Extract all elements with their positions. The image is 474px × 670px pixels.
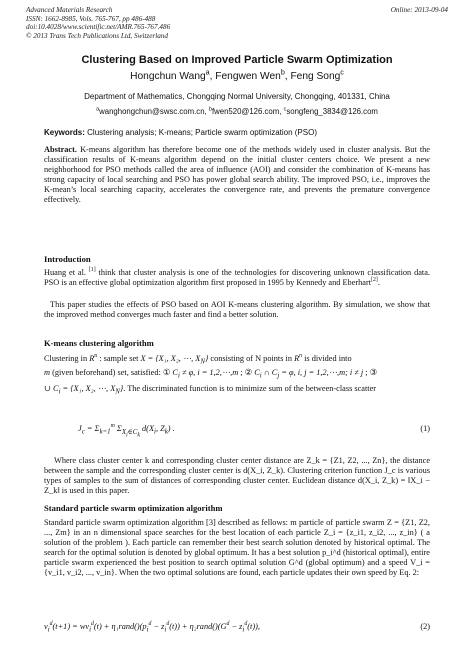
math-symbol: $R^n$ bbox=[294, 354, 303, 363]
author-name: Feng Song bbox=[290, 71, 341, 82]
author-name: Hongchun Wang bbox=[130, 71, 206, 82]
text: Clustering in bbox=[44, 354, 88, 363]
paper-title: Clustering Based on Improved Particle Swarm Optimization bbox=[81, 54, 393, 66]
text: consisting of N points in bbox=[210, 354, 292, 363]
intro-paragraph-2: This paper studies the effects of PSO based on AOI K-means clustering algorithm. By simulation, we show that the improved method converges much faster and find a better solution. bbox=[44, 300, 430, 320]
citation-ref[interactable]: [1] bbox=[88, 267, 96, 274]
keywords-text: Clustering analysis; K-means; Particle swarm optimization (PSO) bbox=[87, 128, 317, 137]
journal-issn: ISSN: 1662-8985, Vols. 765-767, pp 486-488 bbox=[26, 14, 156, 23]
email-mark: b bbox=[208, 106, 212, 113]
math-expression: ∪ $C_i = \{X_1$, X₂, ⋯, $X_N$} bbox=[44, 384, 124, 396]
author-mark: a bbox=[205, 68, 210, 77]
email-address[interactable]: wanghongchun@swsc.com.cn bbox=[99, 107, 205, 116]
keywords bbox=[44, 128, 434, 137]
math-symbol: n bbox=[94, 354, 98, 360]
author-list: Hongchun Wang$^a$, Fengwen Wen$^b$, Feng Song$^c$ bbox=[130, 68, 344, 82]
email-address[interactable]: fwen520@126.com bbox=[211, 107, 280, 116]
intro-text: . bbox=[377, 278, 380, 288]
text: is divided into bbox=[304, 354, 352, 363]
kmeans-line-1: Clustering in $R^n$ : sample set X = {X₁, X₂, ⋯, $X_N$} consisting of N points in $R^n$ is divided into bbox=[44, 354, 352, 366]
text: (given beforehand) set, satisfied: ① bbox=[52, 368, 171, 377]
math-expression: $C_i$ ∩ $C_j = \varphi$, i, j = 1,2,⋯,m; i ≠ j bbox=[254, 368, 364, 380]
math-expression: $C_i \ne \varphi$, i = 1,2,⋯,m bbox=[172, 368, 239, 380]
citation-ref[interactable]: [2] bbox=[371, 277, 378, 284]
intro-text: think that cluster analysis is one of the technologies for discovering unknown classification data. PSO is an effective global optimization algorithm first proposed in 1995 by Kennedy and Eberhart bbox=[44, 268, 430, 288]
equation-body: $v_i^d(t+1) = wv_i^d(t)$ + $\eta_1rand()(p_i^d - z_i^d(t))$ + $\eta_2rand()(G^d - z_i^d(t))$, bbox=[44, 621, 260, 634]
author-mark: c bbox=[340, 68, 344, 77]
email-address[interactable]: songfeng_3834@126.com bbox=[286, 107, 378, 116]
email-list: $^a$wanghongchun@swsc.com.cn, $^b$fwen520@126.com, $^c$songfeng_3834@126.com bbox=[96, 106, 378, 116]
keywords-label: Keywords: bbox=[44, 128, 85, 137]
intro-paragraph-1 bbox=[44, 268, 430, 288]
text: ; ③ bbox=[365, 368, 378, 377]
author-mark: b bbox=[280, 68, 285, 77]
online-date: Online: 2013-09-04 bbox=[390, 6, 448, 14]
journal-header bbox=[26, 6, 170, 40]
equation-1 bbox=[44, 423, 430, 439]
text: ; ② bbox=[240, 368, 253, 377]
abstract-label: Abstract. bbox=[44, 145, 77, 154]
math-symbol: m bbox=[44, 368, 50, 377]
equation-number: (1) bbox=[420, 424, 430, 433]
journal-copyright: © 2013 Trans Tech Publications Ltd, Switzerland bbox=[26, 31, 168, 40]
equation-2 bbox=[44, 622, 430, 634]
pso-paragraph: Standard particle swarm optimization algorithm [3] described as fellows: m particle of particle swarm Z = {Z1, Z2, ..., Zm} in an n dimensional space searches for the best location of each particle Z_i = {z_i1, z_i2, ..., z_in} ( a solution of the problem ). Each particle can remember their best search solution denoted by historical optimal. The search for the optimal solution is denoted by global optimum. It has a best solution p_i^d (historical optimal), entire particle swarm experienced the best position to search optimal solution G^d (global optimum) and a speed V_i = {v_i1, v_i2, ..., v_in}. When the two optimal solutions are found, each particle updates their own speed by Eq. 2: bbox=[44, 518, 430, 578]
abstract-text: K-means algorithm has therefore become one of the methods widely used in cluster analysis. But the classification results of K-means algorithm depend on the initial cluster centers choice. We present a new neighborhood for PSO methods called the area of influence (AOI) and consider the combination of K-means has strong capacity of local searching and PSO has power global search ability. The improved PSO, i.e., improves the K-mean’s local searching capacity, accelerates the convergence rate, and prevents the premature convergence effectively. bbox=[44, 145, 430, 205]
journal-doi[interactable]: doi:10.4028/www.scientific.net/AMR.765-767.486 bbox=[26, 23, 171, 32]
section-heading-introduction: Introduction bbox=[44, 254, 91, 264]
email-mark: a bbox=[96, 106, 100, 113]
math-symbol: R bbox=[89, 354, 95, 363]
text: sample set bbox=[103, 354, 139, 363]
intro-text: Huang et al. bbox=[44, 268, 86, 277]
kmeans-line-2 bbox=[44, 368, 430, 382]
author-name: Fengwen Wen bbox=[215, 71, 281, 82]
kmeans-line-3 bbox=[44, 384, 430, 398]
email-mark: c bbox=[283, 106, 287, 113]
math-expression: X = {X₁, X₂, ⋯, $X_N$} bbox=[140, 354, 209, 366]
journal-name: Advanced Materials Research bbox=[26, 6, 113, 14]
section-heading-kmeans: K-means clustering algorithm bbox=[44, 338, 154, 348]
affiliation: Department of Mathematics, Chongqing Normal University, Chongqing, 401331, China bbox=[84, 92, 390, 101]
text: . The discriminated function is to minimize sum of the between-class scatter bbox=[123, 384, 377, 393]
kmeans-paragraph-2: Where class cluster center k and corresponding cluster center distance are Z_k = {Z1, Z2, ..., Zn}, the distance between the sample and the corresponding cluster center is d(X_i, Z_k). Clustering criterion function J_c is various types of samples to the sum of distances of corresponding cluster center. Euclidean distance d(X_i, Z_k) = ‖X_i − Z_k‖ is used in this paper. bbox=[44, 456, 430, 496]
equation-body: $J_c = \Sigma_{k=1}^m$ $\Sigma_{X_i\in C_k}$ $d(X_i$, $Z_k$) . bbox=[78, 423, 175, 439]
equation-number: (2) bbox=[420, 622, 430, 631]
section-heading-pso: Standard particle swarm optimization algorithm bbox=[44, 503, 223, 513]
abstract bbox=[44, 145, 430, 206]
